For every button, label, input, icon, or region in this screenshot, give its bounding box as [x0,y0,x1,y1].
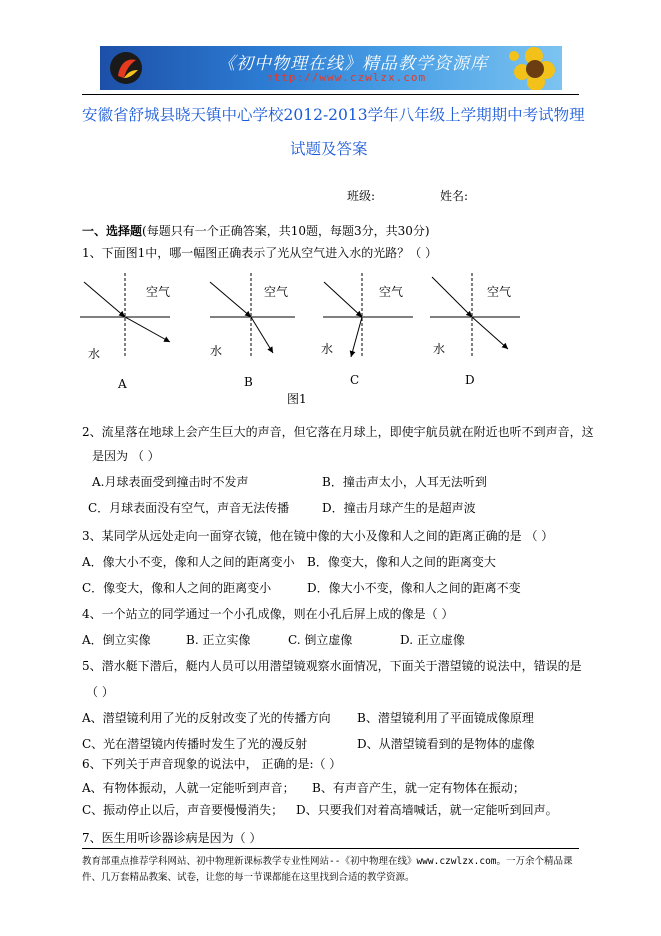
question-2-line1: 2、流星落在地球上会产生巨大的声音，但它落在月球上，即使宇航员就在附近也听不到声音，这 [82,425,594,439]
section-title: 一、选择题 [82,224,143,238]
diagram-d-air-label: 空气 [487,285,512,299]
q2-option-d: D．撞击月球产生的是超声波 [322,501,476,515]
figure-1-diagrams [70,265,520,410]
question-5-line2: （ ） [86,685,114,699]
q5-option-c: C、光在潜望镜内传播时发生了光的漫反射 [82,737,308,751]
q2-option-a: A.月球表面受到撞击时不发声 [92,475,249,489]
diagram-a-label: A [118,377,127,391]
footer-line2: 件、几万套精品教案、试卷，让您的每一节课都能在这里找到合适的教学资源。 [82,872,415,883]
q4-option-c: C. 倒立虚像 [288,633,353,647]
diagram-a-air-label: 空气 [146,285,171,299]
header-banner [100,46,562,90]
q6-option-a: A、有物体振动，人就一定能听到声音； [82,781,295,795]
q4-option-d: D. 正立虚像 [400,633,465,647]
section-note: (每题只有一个正确答案，共10题，每题3分，共30分) [142,224,430,238]
diagram-b-refracted-ray [251,317,273,353]
footer-divider [82,848,579,849]
q6-option-b: B、有声音产生，就一定有物体在振动； [312,781,525,795]
diagram-c-water-label: 水 [321,342,334,356]
diagram-b-incident-ray [210,282,251,317]
question-4: 4、一个站立的同学通过一个小孔成像，则在小孔后屏上成的像是（ ） [82,607,454,621]
site-logo [108,50,144,86]
diagram-c-refracted-ray [351,317,362,357]
sunflower-icon [504,46,558,90]
section-heading [82,222,430,239]
diagram-d-incident-ray [432,277,472,317]
footer-line1: 教育部重点推荐学科网站、初中物理新课标教学专业性网站--《初中物理在线》www.czwlzx.com。一万余个精品课 [82,856,573,867]
question-7: 7、医生用听诊器诊病是因为（ ） [82,831,262,845]
doc-title-line1: 安徽省舒城县晓天镇中心学校2012-2013学年八年级上学期期中考试物理 [82,106,585,124]
question-6: 6、下列关于声音现象的说法中， 正确的是:（ ） [82,757,342,771]
q5-option-b: B、潜望镜利用了平面镜成像原理 [357,711,534,725]
q5-option-d: D、从潜望镜看到的是物体的虚像 [357,737,535,751]
q3-option-d: D．像大小不变，像和人之间的距离不变 [307,581,521,595]
diagram-d-water-label: 水 [433,342,446,356]
diagram-b-air-label: 空气 [264,285,289,299]
q6-option-c: C、振动停止以后，声音要慢慢消失； [82,803,284,817]
q2-option-b: B．撞击声太小，人耳无法听到 [322,475,487,489]
question-2-line2: 是因为 （ ） [92,449,160,463]
doc-title-line2: 试题及答案 [290,140,368,158]
q6-option-d: D、只要我们对着高墙喊话，就一定能听到回声。 [296,803,558,817]
q4-option-a: A．倒立实像 [82,633,151,647]
q3-option-c: C．像变大，像和人之间的距离变小 [82,581,272,595]
q3-option-b: B．像变大，像和人之间的距离变大 [307,555,496,569]
diagram-a-refracted-ray [125,317,170,342]
banner-url[interactable]: http://www.czwlzx.com [266,71,427,84]
q2-option-c: C．月球表面没有空气，声音无法传播 [88,501,290,515]
diagram-d-refracted-ray [472,317,508,349]
diagram-a-incident-ray [84,282,125,317]
diagram-a-water-label: 水 [88,347,101,361]
name-label: 姓名: [440,189,469,203]
banner-divider [82,94,579,95]
diagram-b-water-label: 水 [210,344,223,358]
figure-1-caption: 图1 [287,392,307,406]
diagram-c-incident-ray [324,282,362,317]
class-label: 班级: [347,189,376,203]
diagram-c-air-label: 空气 [379,285,404,299]
banner-title: 《初中物理在线》精品教学资源库 [218,54,488,74]
diagram-c-label: C [350,373,360,387]
question-5-line1: 5、潜水艇下潜后，艇内人员可以用潜望镜观察水面情况，下面关于潜望镜的说法中，错误的是 [82,659,582,673]
q5-option-a: A、潜望镜利用了光的反射改变了光的传播方向 [82,711,331,725]
diagram-d-label: D [465,373,475,387]
q4-option-b: B. 正立实像 [186,633,251,647]
q3-option-a: A．像大小不变，像和人之间的距离变小 [82,555,295,569]
diagram-b-label: B [244,375,253,389]
question-3: 3、某同学从远处走向一面穿衣镜，他在镜中像的大小及像和人之间的距离正确的是 （ ） [82,529,554,543]
question-1: 1、下面图1中，哪一幅图正确表示了光从空气进入水的光路？（ ） [82,246,438,260]
